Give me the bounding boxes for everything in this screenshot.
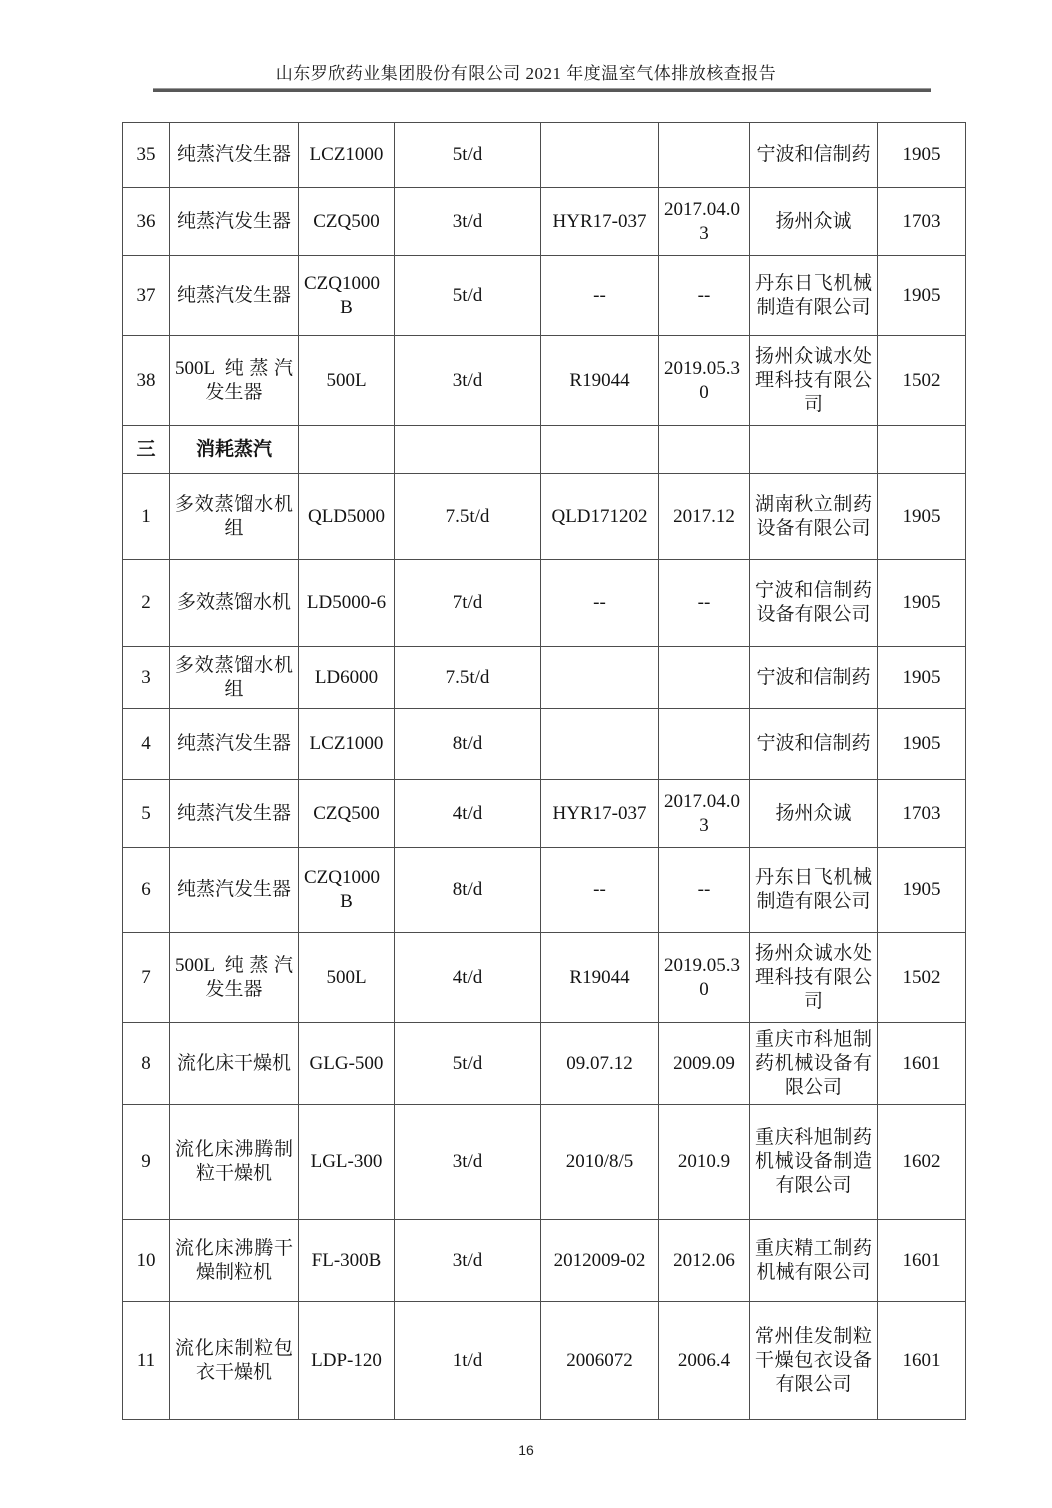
cell-date: -- [659, 560, 750, 647]
table-row [123, 933, 966, 1023]
cell-serial: 09.07.12 [541, 1023, 659, 1105]
cell-manufacturer: 扬州众诚 [750, 188, 878, 256]
cell-serial: QLD171202 [541, 474, 659, 560]
cell-date: 2009.09 [659, 1023, 750, 1105]
cell-model: LDP-120 [299, 1302, 395, 1420]
cell-manufacturer: 宁波和信制药 [750, 647, 878, 709]
cell-code: 1905 [878, 848, 966, 933]
cell-name: 纯蒸汽发生器 [170, 780, 299, 848]
table-row [123, 560, 966, 647]
cell-date: 2006.4 [659, 1302, 750, 1420]
cell-serial: R19044 [541, 933, 659, 1023]
table-row [123, 1220, 966, 1302]
cell-model: LD5000-6 [299, 560, 395, 647]
cell-model: LCZ1000 [299, 123, 395, 188]
cell-model: LCZ1000 [299, 709, 395, 780]
cell-num: 2 [123, 560, 170, 647]
cell-name: 消耗蒸汽 [170, 426, 299, 474]
cell-capacity: 3t/d [395, 1220, 541, 1302]
cell-name: 500L 纯蒸汽发生器 [170, 933, 299, 1023]
cell-code: 1601 [878, 1302, 966, 1420]
cell-num: 7 [123, 933, 170, 1023]
cell-model [299, 426, 395, 474]
cell-num: 6 [123, 848, 170, 933]
cell-capacity: 5t/d [395, 256, 541, 336]
cell-serial: 2012009-02 [541, 1220, 659, 1302]
cell-code: 1502 [878, 933, 966, 1023]
cell-num: 3 [123, 647, 170, 709]
cell-name: 流化床制粒包衣干燥机 [170, 1302, 299, 1420]
cell-date [659, 647, 750, 709]
cell-name: 流化床沸腾干燥制粒机 [170, 1220, 299, 1302]
cell-num: 8 [123, 1023, 170, 1105]
cell-capacity: 1t/d [395, 1302, 541, 1420]
cell-code: 1602 [878, 1105, 966, 1220]
cell-name: 纯蒸汽发生器 [170, 709, 299, 780]
cell-code: 1905 [878, 709, 966, 780]
cell-name: 纯蒸汽发生器 [170, 188, 299, 256]
cell-serial: -- [541, 560, 659, 647]
table-row [123, 474, 966, 560]
cell-code [878, 426, 966, 474]
cell-serial: -- [541, 256, 659, 336]
cell-num: 9 [123, 1105, 170, 1220]
cell-serial: 2010/8/5 [541, 1105, 659, 1220]
cell-capacity: 3t/d [395, 336, 541, 426]
cell-capacity: 5t/d [395, 123, 541, 188]
cell-serial: 2006072 [541, 1302, 659, 1420]
cell-num: 5 [123, 780, 170, 848]
cell-model: CZQ1000B [299, 256, 395, 336]
cell-model: FL-300B [299, 1220, 395, 1302]
cell-code: 1905 [878, 256, 966, 336]
cell-manufacturer: 湖南秋立制药设备有限公司 [750, 474, 878, 560]
cell-capacity [395, 426, 541, 474]
cell-model: CZQ500 [299, 780, 395, 848]
page-number: 16 [518, 1442, 534, 1458]
cell-serial [541, 709, 659, 780]
table-row [123, 256, 966, 336]
cell-num: 4 [123, 709, 170, 780]
cell-manufacturer: 常州佳发制粒干燥包衣设备有限公司 [750, 1302, 878, 1420]
cell-manufacturer: 丹东日飞机械制造有限公司 [750, 848, 878, 933]
cell-date: -- [659, 848, 750, 933]
cell-manufacturer: 扬州众诚水处理科技有限公司 [750, 933, 878, 1023]
cell-code: 1905 [878, 474, 966, 560]
cell-serial: R19044 [541, 336, 659, 426]
cell-code: 1502 [878, 336, 966, 426]
cell-model: QLD5000 [299, 474, 395, 560]
cell-name: 流化床干燥机 [170, 1023, 299, 1105]
cell-name: 纯蒸汽发生器 [170, 848, 299, 933]
cell-code: 1703 [878, 188, 966, 256]
cell-serial: HYR17-037 [541, 780, 659, 848]
cell-manufacturer: 扬州众诚水处理科技有限公司 [750, 336, 878, 426]
table-row [123, 848, 966, 933]
cell-date: 2017.04.03 [659, 780, 750, 848]
cell-name: 多效蒸馏水机组 [170, 474, 299, 560]
cell-code: 1601 [878, 1220, 966, 1302]
cell-num: 10 [123, 1220, 170, 1302]
cell-serial: HYR17-037 [541, 188, 659, 256]
cell-manufacturer: 重庆精工制药机械有限公司 [750, 1220, 878, 1302]
cell-date: 2017.12 [659, 474, 750, 560]
cell-date [659, 123, 750, 188]
cell-capacity: 3t/d [395, 1105, 541, 1220]
cell-capacity: 3t/d [395, 188, 541, 256]
cell-model: CZQ500 [299, 188, 395, 256]
cell-manufacturer: 扬州众诚 [750, 780, 878, 848]
cell-model: LD6000 [299, 647, 395, 709]
table-row [123, 1023, 966, 1105]
cell-manufacturer: 重庆科旭制药机械设备制造有限公司 [750, 1105, 878, 1220]
table-row [123, 123, 966, 188]
cell-capacity: 8t/d [395, 848, 541, 933]
cell-capacity: 7.5t/d [395, 474, 541, 560]
equipment-table [122, 122, 966, 1420]
cell-date: 2010.9 [659, 1105, 750, 1220]
cell-num: 38 [123, 336, 170, 426]
cell-capacity: 4t/d [395, 780, 541, 848]
cell-num: 35 [123, 123, 170, 188]
table-row [123, 780, 966, 848]
cell-capacity: 5t/d [395, 1023, 541, 1105]
table-row [123, 709, 966, 780]
cell-num: 36 [123, 188, 170, 256]
cell-manufacturer: 宁波和信制药设备有限公司 [750, 560, 878, 647]
cell-name: 500L 纯蒸汽发生器 [170, 336, 299, 426]
table-row [123, 647, 966, 709]
header-rule [153, 88, 931, 92]
cell-date: 2019.05.30 [659, 336, 750, 426]
cell-model: CZQ1000B [299, 848, 395, 933]
cell-serial [541, 647, 659, 709]
cell-name: 多效蒸馏水机组 [170, 647, 299, 709]
cell-model: LGL-300 [299, 1105, 395, 1220]
table-row [123, 1105, 966, 1220]
cell-name: 纯蒸汽发生器 [170, 123, 299, 188]
table-row [123, 188, 966, 256]
cell-manufacturer: 丹东日飞机械制造有限公司 [750, 256, 878, 336]
cell-serial: -- [541, 848, 659, 933]
cell-capacity: 7.5t/d [395, 647, 541, 709]
cell-capacity: 8t/d [395, 709, 541, 780]
cell-num: 三 [123, 426, 170, 474]
cell-date [659, 426, 750, 474]
cell-manufacturer: 宁波和信制药 [750, 123, 878, 188]
cell-date: -- [659, 256, 750, 336]
cell-num: 11 [123, 1302, 170, 1420]
cell-code: 1905 [878, 647, 966, 709]
cell-name: 流化床沸腾制粒干燥机 [170, 1105, 299, 1220]
cell-date: 2017.04.03 [659, 188, 750, 256]
cell-model: 500L [299, 933, 395, 1023]
cell-manufacturer: 重庆市科旭制药机械设备有限公司 [750, 1023, 878, 1105]
cell-code: 1905 [878, 560, 966, 647]
cell-num: 1 [123, 474, 170, 560]
cell-date [659, 709, 750, 780]
table-row [123, 336, 966, 426]
cell-date: 2012.06 [659, 1220, 750, 1302]
cell-serial [541, 426, 659, 474]
cell-num: 37 [123, 256, 170, 336]
cell-code: 1905 [878, 123, 966, 188]
cell-model: GLG-500 [299, 1023, 395, 1105]
cell-date: 2019.05.30 [659, 933, 750, 1023]
cell-name: 纯蒸汽发生器 [170, 256, 299, 336]
cell-name: 多效蒸馏水机 [170, 560, 299, 647]
cell-capacity: 4t/d [395, 933, 541, 1023]
cell-serial [541, 123, 659, 188]
cell-code: 1601 [878, 1023, 966, 1105]
table-row [123, 1302, 966, 1420]
cell-manufacturer [750, 426, 878, 474]
section-row [123, 426, 966, 474]
cell-code: 1703 [878, 780, 966, 848]
cell-capacity: 7t/d [395, 560, 541, 647]
cell-manufacturer: 宁波和信制药 [750, 709, 878, 780]
cell-model: 500L [299, 336, 395, 426]
report-title: 山东罗欣药业集团股份有限公司 2021 年度温室气体排放核查报告 [275, 64, 777, 83]
